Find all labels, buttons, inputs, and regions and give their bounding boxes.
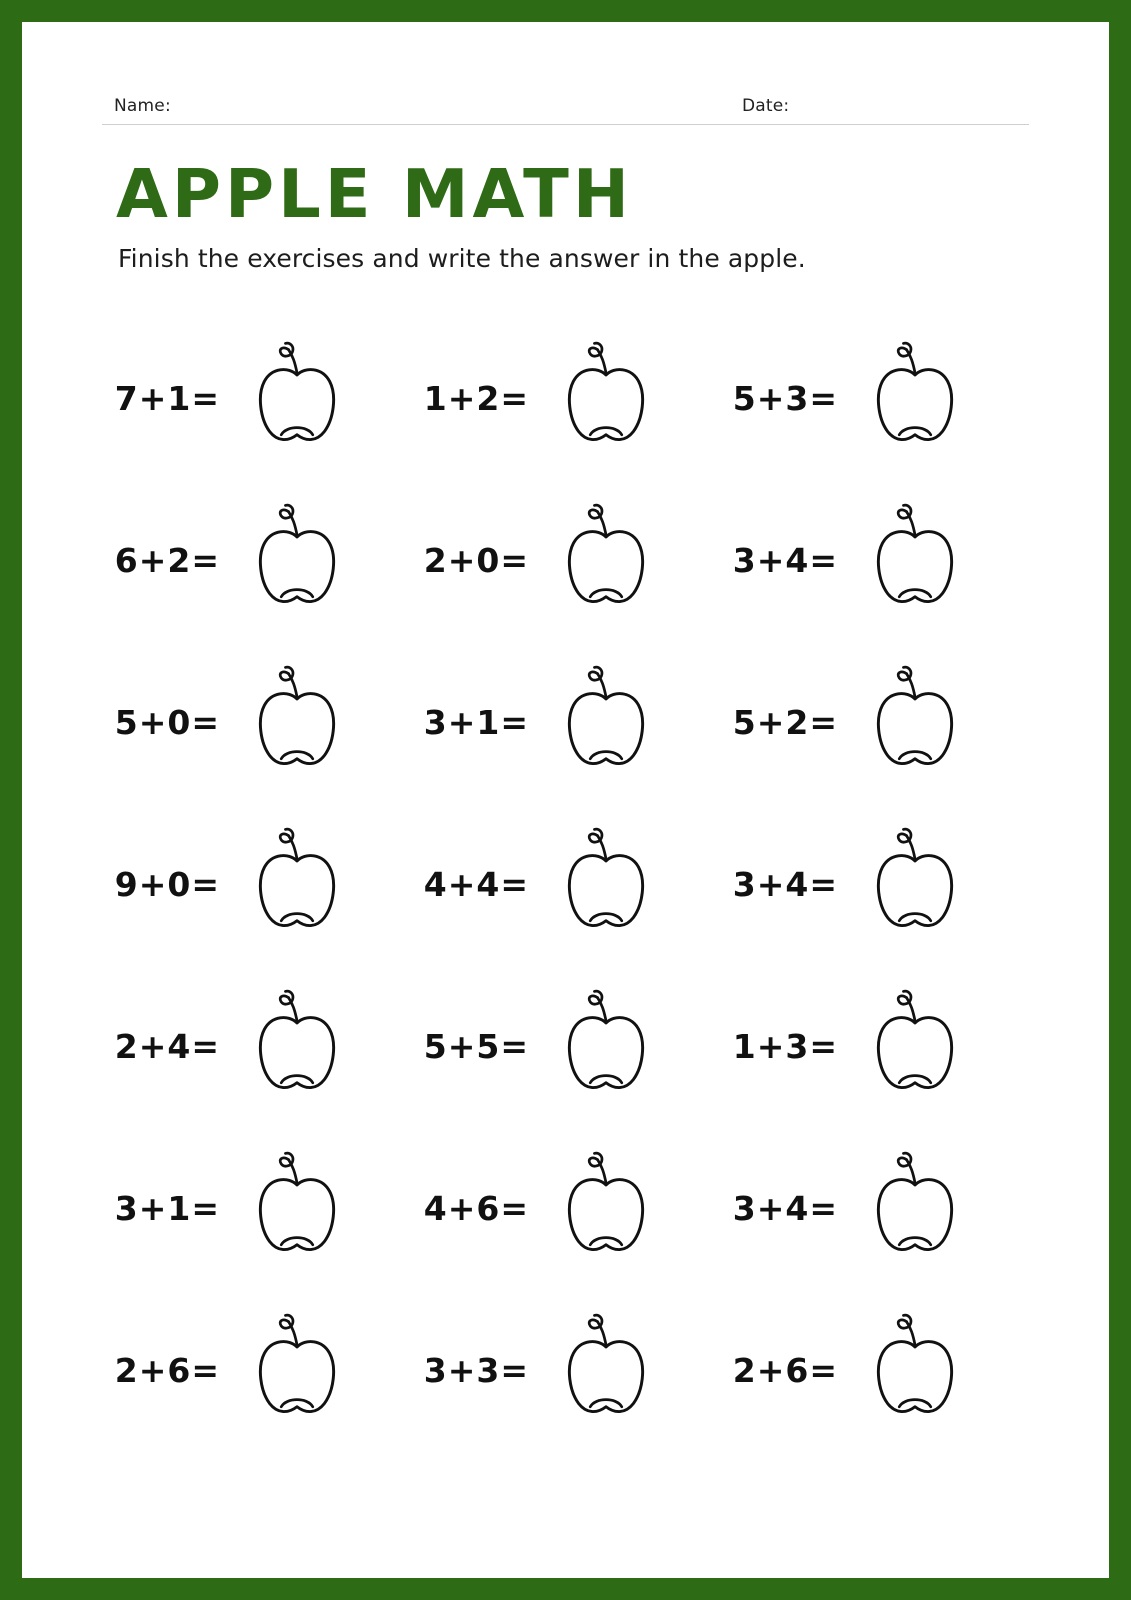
problem-item xyxy=(411,965,720,1127)
apple-outline-icon[interactable] xyxy=(852,335,978,461)
problem-expression: 1+3= xyxy=(732,1026,838,1066)
problem-expression: 2+0= xyxy=(423,540,529,580)
worksheet-content xyxy=(102,82,1029,1538)
problem-expression: 3+4= xyxy=(732,540,838,580)
problem-expression: 3+1= xyxy=(423,702,529,742)
problem-item xyxy=(720,1289,1029,1451)
instructions-text: Finish the exercises and write the answer in the apple. xyxy=(118,244,806,273)
apple-outline-icon[interactable] xyxy=(234,1145,360,1271)
apple-outline-icon[interactable] xyxy=(543,659,669,785)
problem-grid xyxy=(102,317,1029,1451)
problem-expression: 5+3= xyxy=(732,378,838,418)
problem-expression: 3+3= xyxy=(423,1350,529,1390)
student-info-row xyxy=(102,82,1029,125)
problem-item xyxy=(411,1289,720,1451)
problem-item xyxy=(720,479,1029,641)
problem-expression: 1+2= xyxy=(423,378,529,418)
problem-item xyxy=(720,317,1029,479)
apple-outline-icon[interactable] xyxy=(852,659,978,785)
problem-item xyxy=(411,479,720,641)
apple-outline-icon[interactable] xyxy=(852,497,978,623)
page-title: APPLE MATH xyxy=(116,155,633,233)
problem-expression: 4+6= xyxy=(423,1188,529,1228)
problem-expression: 5+5= xyxy=(423,1026,529,1066)
problem-expression: 3+1= xyxy=(114,1188,220,1228)
problem-item xyxy=(720,1127,1029,1289)
problem-expression: 4+4= xyxy=(423,864,529,904)
apple-outline-icon[interactable] xyxy=(852,1145,978,1271)
problem-item xyxy=(720,965,1029,1127)
problem-expression: 3+4= xyxy=(732,864,838,904)
problem-item xyxy=(720,641,1029,803)
problem-item xyxy=(411,317,720,479)
apple-outline-icon[interactable] xyxy=(234,659,360,785)
problem-expression: 2+6= xyxy=(114,1350,220,1390)
problem-item xyxy=(102,641,411,803)
apple-outline-icon[interactable] xyxy=(543,983,669,1109)
problem-expression: 9+0= xyxy=(114,864,220,904)
problem-item xyxy=(411,803,720,965)
apple-outline-icon[interactable] xyxy=(234,821,360,947)
problem-expression: 3+4= xyxy=(732,1188,838,1228)
problem-item xyxy=(102,965,411,1127)
problem-item xyxy=(102,317,411,479)
name-label: Name: xyxy=(114,96,171,116)
worksheet-page xyxy=(22,22,1109,1578)
apple-outline-icon[interactable] xyxy=(543,1145,669,1271)
problem-expression: 2+6= xyxy=(732,1350,838,1390)
problem-expression: 7+1= xyxy=(114,378,220,418)
problem-expression: 2+4= xyxy=(114,1026,220,1066)
apple-outline-icon[interactable] xyxy=(234,1307,360,1433)
problem-item xyxy=(102,1127,411,1289)
problem-item xyxy=(720,803,1029,965)
problem-item xyxy=(411,641,720,803)
problem-item xyxy=(102,479,411,641)
apple-outline-icon[interactable] xyxy=(543,821,669,947)
problem-expression: 5+2= xyxy=(732,702,838,742)
problem-item xyxy=(102,803,411,965)
apple-outline-icon[interactable] xyxy=(852,1307,978,1433)
apple-outline-icon[interactable] xyxy=(234,983,360,1109)
apple-outline-icon[interactable] xyxy=(543,1307,669,1433)
apple-outline-icon[interactable] xyxy=(543,497,669,623)
apple-outline-icon[interactable] xyxy=(852,821,978,947)
apple-outline-icon[interactable] xyxy=(543,335,669,461)
date-label: Date: xyxy=(742,96,790,116)
apple-outline-icon[interactable] xyxy=(234,497,360,623)
problem-item xyxy=(411,1127,720,1289)
apple-outline-icon[interactable] xyxy=(852,983,978,1109)
problem-expression: 6+2= xyxy=(114,540,220,580)
problem-expression: 5+0= xyxy=(114,702,220,742)
apple-outline-icon[interactable] xyxy=(234,335,360,461)
problem-item xyxy=(102,1289,411,1451)
